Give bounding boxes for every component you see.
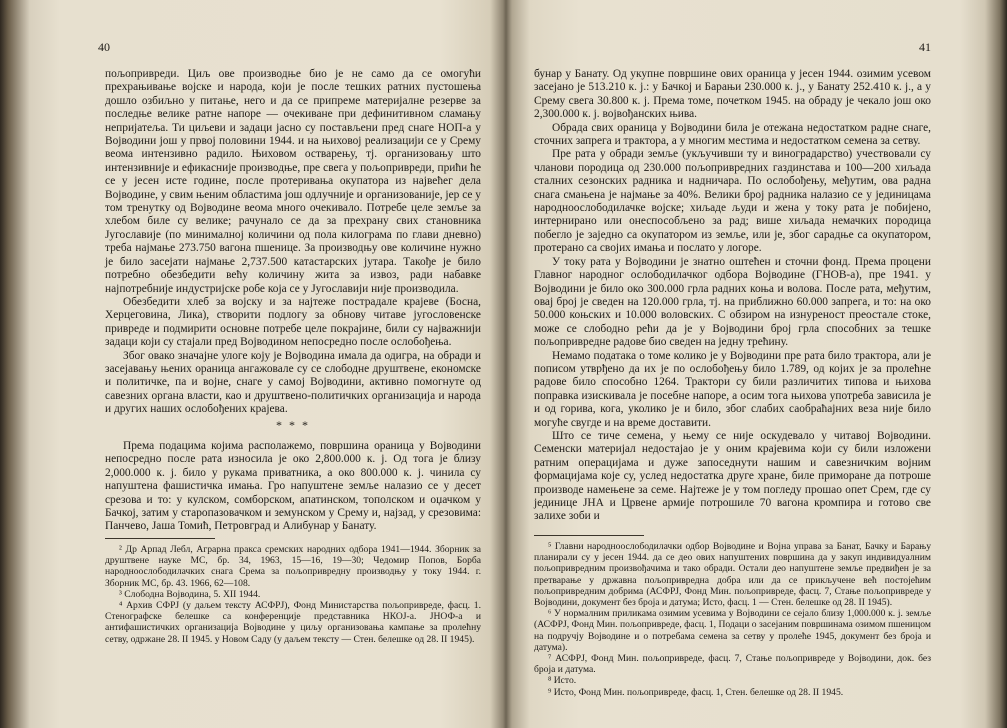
left-page [0, 0, 503, 728]
footnote: ⁸ Исто. [548, 675, 577, 687]
section-separator: * * * [276, 417, 310, 432]
footnote: ⁷ АСФРЈ, Фонд Мин. пољопривреде, фасц. 7, Стање пољопривреде у Војводини, док. без броја и датума. [534, 653, 931, 676]
right-page [506, 0, 1007, 728]
paragraph: Према подацима којима располажемо, површина ораница у Војводини непосредно после рата износила је око 2,800.000 к. ј. Од тога је близу 2,000.000 к. ј. било у рукама приватника, а око 800.000 к. ј. чинила су напуштена фашистичка имања. Гро напуштене земље налазио се у десет срезова и то: у кулском, сомборском, апатинском, тополском и оџачком у Бачкој, затим у старопазовачком и земунском у Срему и, најзад, у срезовима: Панчево, Јаша Томић, Петровград и Алибунар у Банату. [105, 439, 481, 533]
paragraph: Пре рата у обради земље (укључивши ту и виноградарство) учествовали су чланови породица од 230.000 пољопривредних газдинстава и 100—200 хиљада сталних сезонских радника и надничара. По ослобођењу, међутим, ова радна снага смањена је најмање за 40%. Велики број радника налазио се у јединицама народноослободилачке војске; хиљаде људи и жена у току рата је побијено, интернирано или онеспособљено за рад; више хиљада немачких породица побегло је заједно са окупатором из земље, или је, због сарадње са окупатором, протерано са својих имања и послато у логоре. [534, 148, 931, 255]
footnote: ⁴ Архив СФРЈ (у даљем тексту АСФРЈ), Фонд Министарства пољопривреде, фасц. 1. Стенографске белешке са конференције представника НКОЈ-а. ЈНОФ-а и антифашистичких организација Војводине у циљу организовања кампање за пролећну сетву, одржане 28. II 1945. у Новом Саду (у даљем тексту — Стен. белешке од 28. II 1945). [105, 600, 481, 645]
paragraph: Немамо података о томе колико је у Војводини пре рата било трактора, али је пописом утврђено да их је по ослобођењу било 1.789, од којих је за пролећне радове било способно 1264. Трактори су били различитих типова и њихова поправка изискивала је посебне напоре, а осим тога њихова употреба зависила је и од горива, кога, уколико је и било, због слабих саобраћајних веза није било могуће свугде и на време доставити. [534, 349, 931, 429]
paragraph: Обезбедити хлеб за војску и за најтеже пострадале крајеве (Босна, Херцеговина, Лика), створити подлогу за обнову читаве југословенске привреде и подмирити основне потребе целе покрајине, били су најважнији задаци који су стајали пред Војводином непосредно после ослобођења. [105, 295, 481, 349]
body-text [105, 68, 481, 534]
footnote: ⁹ Исто, Фонд Мин. пољопривреде, фасц. 1, Стен. белешке од 28. II 1945. [548, 686, 844, 698]
paragraph: бунар у Банату. Од укупне површине ових ораница у јесен 1944. озимим усевом засејано је 513.210 к. ј.: у Бачкој и Барањи 230.000 к. ј., у Банату 252.410 к. ј., а у Срему свега 30.800 к. ј. Према томе, почетком 1945. на обраду је чекало још око 2,300.000 к. ј. војвођанских њива. [534, 68, 931, 121]
footnote-rule [534, 535, 644, 536]
page-number: 41 [919, 40, 931, 54]
footnote-rule [105, 538, 215, 539]
footnotes [105, 538, 481, 645]
paragraph: пољопривреди. Циљ ове производње био је не само да се омогући прехрањивање војске и народа, који је после тешких ратних пустошења дошло озбиљно у питање, него и да се припреме материјалне резерве за последње велике ратне напоре — очекиване при дефинитивном сламању непријатеља. Ти циљеви и задаци јасно су постављени пред снаге НОП-а у Војводини још у првој половини 1944. и на њиховој реализацији се у Срему веома интензивно радило. Њиховом остварењу, тј. организовању што интензивније и ефикасније производње, пре свега у пољопривреди, прићи ће се у јесен исте године, после протеривања окупатора из највећег дела Војводине, у свим њеним областима још одлучније и организованије, јер се у том тренутку од Војводине веома много очекивало. Потребе целе земље за хлебом биле су велике; рачунало се да за прехрану свих становника Југославије (по минималној количини од пола килограма по глави дневно) треба најмање 273.750 вагона пшенице. За производњу ове количине нужно је било засејати најмање 2,737.500 катастарских јутара. Такође је било потребно обезбедити већу количину жита за извоз, ради набавке најпотребније индустријске робе која се у Југославији није производила. [105, 68, 481, 295]
footnote: ² Др Арпад Лебл, Аграрна пракса сремских народних одбора 1941—1944. Зборник за друштвене науке МС, бр. 34, 1963, 15—16, 19—30; Чедомир Попов, Борба народноослободилачких снага Срема за пољопривредну производњу у току 1944. г. Зборник МС, бр. 43. 1966, 62—108. [105, 544, 481, 589]
paragraph: Обрада свих ораница у Војводини била је отежана недостатком радне снаге, сточних запрега и трактора, а у многим местима и недостатком семена за сетву. [534, 121, 931, 148]
paragraph: У току рата у Војводини је знатно оштећен и сточни фонд. Према процени Главног народног ослободилачког одбора Војводине (ГНОВ-а), пре 1941. у Војводини је било око 300.000 грла радних коња и волова. После рата, међутим, овај број је сведен на 120.000 грла, тј. на приближно 60.000 запрега, и то: на око 50.000 коњских и 10.000 воловских. С обзиром на изнуреност преостале стоке, може се слободно рећи да је у Војводини број грла способних за тешке пољопривредне радове био сведен на једну трећину. [534, 255, 931, 349]
body-text [534, 68, 931, 524]
footnotes [534, 535, 931, 698]
paragraph: Што се тиче семена, у њему се није оскудевало у читавој Војводини. Семенски материјал недостајао је у оним крајевима који су били изложени ратним операцијама и дуже запоседнути нашим и савезничким војним формацијама које су, услед недостатка друге хране, биле приморане да потроше производе намењене за семе. Најтеже је у том погледу прошао опет Срем, где су јединице ЈНА и Црвене армије потрошиле 70 вагона кромпира и готово све залихе зоби и [534, 429, 931, 523]
footnote: ³ Слободна Војводина, 5. XII 1944. [119, 588, 261, 600]
page-number: 40 [98, 40, 110, 54]
footnote: ⁶ У нормалним приликама озимим усевима у Војводини се сејало близу 1,000.000 к. ј. земље (АСФРЈ, Фонд Мин. пољопривреде, фасц. 1, Подаци о засејаним површинама озимом пшеницом на подручју Војводине и о потребама семена за сетву у пролеће 1945, документ без броја и датума). [534, 608, 931, 653]
footnote: ⁵ Главни народноослободилачки одбор Војводине и Војна управа за Банат, Бачку и Барању планирали су у јесен 1944. да се део ових напуштених површина да у закуп индивидуалним пољопривредним произвођачима и тако обради. Остали део напуштене земље предвиђен је за претварање у државна пољопривредна добра или да се прикључене већ постојећим пољопривредним добрима (АСФРЈ, Фонд Мин. пољопривреде, фасц. 7, Стање пољопривреде у Војводини, документ без броја и датума; Исто, фасц. 1 — Стен. белешке од 28. II 1945). [534, 541, 931, 609]
paragraph: Због овако значајне улоге коју је Војводина имала да одигра, на обради и засејавању њених ораница ангажовале су се слободне друштвене, економске и политичке, па и војне, снаге у самој Војводини, активно помогнуте од савезних органа власти, као и друштвено-политичких организација и народа и других наших ослобођених крајева. [105, 349, 481, 416]
